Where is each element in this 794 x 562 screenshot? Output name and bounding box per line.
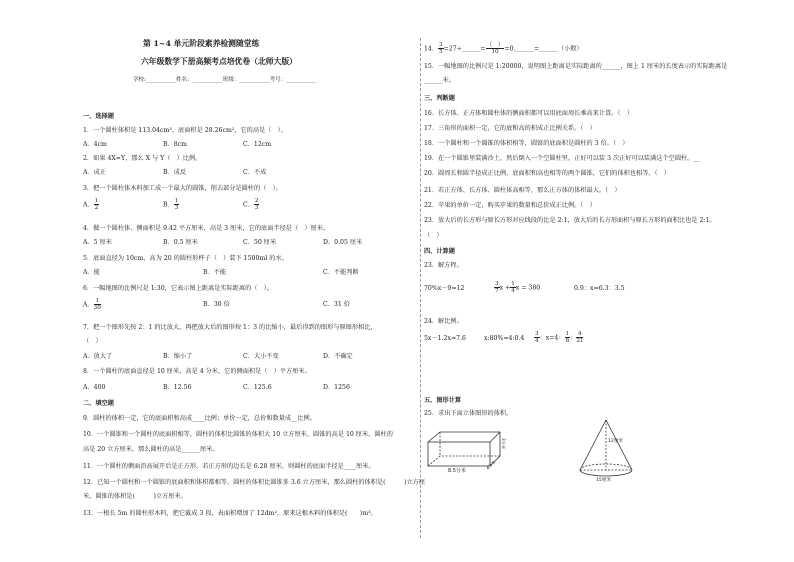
question-18: 18．一个圆柱和一个圆锥的体积相等，圆锥的底面积是圆柱的 3 倍。（ ）	[424, 140, 629, 147]
fraction: $\frac{1}{3}$	[174, 198, 179, 212]
question-20: 20．圆周长和圆半径成正比例，底面积和高也相等的两个圆锥，它们的体积也相等。（ ）	[424, 170, 671, 177]
question-10-cont: 高是 20 立方厘米，那么圆柱的高是______厘米。	[83, 446, 219, 453]
fraction: $\frac{( )}{10}$	[486, 42, 504, 56]
cone-diameter-label: 15厘米	[596, 478, 612, 482]
question-12-cont: 米，圆锥的体积是( )立方厘米。	[83, 493, 187, 500]
question-17: 17．三角形的面积一定，它的底和高的积成正比例关系。（ ）	[424, 125, 596, 132]
fraction: $\frac{3}{7}$	[495, 281, 499, 295]
cuboid-depth-label: 4分米	[485, 459, 497, 471]
cone-left-slant	[580, 420, 606, 470]
fraction: $\frac{1}{30}$	[93, 298, 101, 312]
fraction: $\frac{1}{2}$	[94, 198, 99, 212]
equation-3: 0.9：x=6.3：3.5	[574, 285, 625, 292]
option-b: B． $\frac{1}{3}$	[163, 198, 179, 212]
question-21: 21．若正方体、长方体、圆柱体高相等，那么正方体的体积最大。（ ）	[424, 187, 621, 194]
section-geometry-heading: 五、图形计算	[424, 397, 462, 404]
option-c: C．不能判断	[323, 269, 359, 276]
option-a: A． $\frac{1}{30}$	[83, 298, 101, 312]
option-a: A．能	[83, 269, 100, 276]
section-judge-heading: 三、判断题	[424, 95, 455, 102]
option-b: B．缩小了	[163, 353, 193, 360]
question-8-options	[83, 385, 383, 391]
question-12: 12．已知一个圆柱和一个圆锥的底面积和体积都相等，圆柱的体积比圆锥多 3.6 立方厘米，那么圆柱的体积是( )立方厘	[83, 479, 426, 486]
equation-2: $\frac{3}{7}$ x + $\frac{1}{4}$ x = 380	[495, 281, 541, 295]
question-5-options	[83, 270, 403, 276]
fraction: $\frac{2}{3}$	[254, 198, 259, 212]
option-b: B．8cm	[163, 141, 188, 148]
question-9: 9．圆柱的体积一定，它的底面积和高成____比例；单价一定，总价和数量成__比例。	[83, 415, 316, 422]
page-subtitle: 六年级数学下册高频考点培优卷（北师大版）	[141, 57, 297, 66]
question-23: 23．放大后的长方形与原长方形对应线段的比是 2:1，放大后的长方形面积与原长方形的面积比也是 2:1。	[424, 217, 716, 224]
cuboid-figure	[426, 428, 512, 474]
option-a: A．400	[83, 384, 106, 391]
question-7-options	[83, 354, 383, 360]
cuboid-edge	[490, 432, 500, 442]
option-a: A． $\frac{1}{2}$	[83, 198, 99, 212]
question-16: 16．长方体、正方体和圆柱体的侧面积都可以用底面周长乘高来计算。（ ）	[424, 110, 633, 117]
proportion-3: $\frac{3}{4}$ ：x=4： $\frac{1}{8}$ ： $\frac{4}{21}$	[535, 331, 584, 345]
question-5: 5．底面直径为 10cm，高为 20 的圆柱形杯子（ ）装下 1500ml 的水。	[83, 255, 288, 262]
question-15: 15．一幅地图的比例尺是 1:20000，说明图上距离是实际距离的______，图上 1 厘米的长度表示的实际距离是	[424, 63, 728, 70]
section-calc-heading: 四、计算题	[424, 248, 455, 255]
cuboid-top-right-edges	[428, 432, 500, 466]
cuboid-height-label: 3分米	[501, 438, 506, 450]
option-a: A．5 厘米	[83, 239, 112, 246]
question-22: 22．苹果的单价一定，购买苹果的数量和总价成正比例。（ ）	[424, 202, 596, 209]
question-14: 14． $\frac{3}{5}$ =27÷______= $\frac{( )}{10}$ =0.______=______（小数）	[424, 42, 583, 56]
fraction: $\frac{3}{5}$	[439, 42, 443, 56]
proportion-1: 5x－1.2x=7.6	[424, 335, 466, 342]
fraction: $\frac{3}{4}$	[535, 331, 539, 345]
section-choice-heading: 一、选择题	[83, 113, 114, 120]
option-b: B．成反	[163, 169, 187, 176]
option-d: D．不确定	[323, 353, 353, 360]
option-c: C．31 倍	[323, 301, 350, 309]
page-title: 第 1~4 单元阶段素养检测随堂练	[143, 39, 260, 48]
question-4-options	[83, 240, 383, 246]
question-6-options	[83, 298, 403, 312]
option-c: C．12cm	[243, 141, 272, 148]
question-10: 10．一个圆锥和一个圆柱的底面积相等，圆柱的体积比圆锥的体积大 10 立方厘米，圆锥的高是 10 厘米，圆柱的	[83, 431, 393, 438]
question-8: 8．一个圆柱的底面直径是 10 厘米，高是 4 分米，它的侧面积是（ ）平方厘米。	[83, 368, 311, 375]
option-a: A．4cm	[83, 141, 107, 148]
question-1-options	[83, 142, 323, 148]
cone-height-label: 12厘米	[608, 439, 624, 444]
option-b: B．12.56	[163, 384, 192, 391]
question-3-options	[83, 198, 323, 212]
question-7-answer-blank: （ ）	[83, 338, 102, 345]
cone-right-slant	[606, 420, 632, 470]
question-4: 4．做一个圆柱体，侧面积是 9.42 平方厘米，高是 3 厘米，它的底面半径是（ ）厘米。	[83, 225, 330, 232]
question-2-options	[83, 170, 323, 176]
cuboid-front-face	[428, 442, 490, 466]
option-b: B．30 倍	[203, 301, 230, 309]
option-c: C．不成	[243, 169, 267, 176]
question-11: 11．一个圆柱的侧面沿高展开后是正方形，若正方形的边长是 6.28 厘米，则圆柱的底面半径是____厘米。	[83, 463, 375, 470]
proportion-2: x:80%=4:0.4	[484, 335, 525, 342]
option-d: D．0.05 厘米	[323, 239, 363, 246]
option-d: D．1256	[323, 384, 350, 391]
question-3: 3．把一个圆柱体木料加工成一个最大的圆锥，削去部分是圆柱的（ ）。	[83, 185, 282, 192]
question-25: 25．求出下面立体图形的体积。	[424, 410, 513, 417]
option-b: B．0.5 厘米	[163, 239, 198, 246]
option-a: A．放大了	[83, 353, 113, 360]
cone-figure	[574, 418, 642, 482]
section-fill-heading: 二、填空题	[83, 400, 114, 407]
solve-equation-label: 23．解方程。	[424, 262, 463, 269]
question-1: 1．一个圆柱体积是 113.04cm³，底面积是 28.26cm²，它的高是（ ）。	[83, 127, 287, 134]
solve-proportion-label: 24．解比例。	[424, 318, 463, 325]
cuboid-width-label: 8.5分米	[448, 468, 466, 474]
question-19: 19．在一个圆锥里装满沙土，然后倒入一个空圆柱里，正好可以装 3 次正好可以装满这个空圆柱。__	[424, 155, 700, 162]
page-divider	[420, 38, 421, 538]
fraction: $\frac{1}{8}$	[565, 331, 570, 345]
option-b: B．不能	[203, 269, 227, 276]
fraction: $\frac{4}{21}$	[576, 331, 584, 345]
question-15-cont: ______米。	[424, 77, 455, 84]
option-c: C．大小不变	[243, 353, 279, 360]
equation-1: 70%x－9=12	[424, 285, 465, 292]
option-c: C．125.6	[243, 384, 272, 391]
option-a: A．成正	[83, 169, 107, 176]
option-c: C． $\frac{2}{3}$	[243, 198, 259, 212]
student-info-line: 学校:___________姓名：___________班级：___________考号：___________	[133, 77, 317, 83]
question-2: 2．如果 4X=Y，那么 X 与 Y（ ）比例。	[83, 155, 202, 162]
question-23-answer-blank: （ ）	[424, 232, 443, 239]
question-6: 6．一幅地图的比例尺是 1:30，它表示图上距离是实际距离的（ ）。	[83, 285, 273, 292]
cone-base-front	[580, 470, 632, 476]
option-c: C．50 厘米	[243, 239, 277, 246]
question-7: 7．把一个图形先按 2：1 的比放大，再把放大后的图形按 1：3 的比缩小，最后得到的图形与原图形相比，	[83, 324, 377, 331]
question-13: 13．一根长 5m 的圆柱形木料，把它截成 3 段，表面积增加了 12dm²，原来这根木料的体积是( )m³。	[83, 510, 377, 517]
fraction: $\frac{1}{4}$	[511, 281, 515, 295]
